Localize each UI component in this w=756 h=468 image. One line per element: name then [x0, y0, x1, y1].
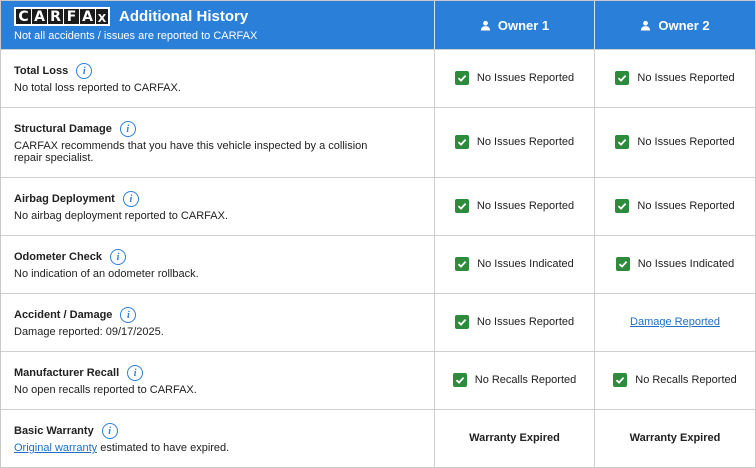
row-description [14, 442, 394, 454]
row-label-cell [1, 178, 435, 235]
person-icon [640, 20, 651, 31]
status-text: No Issues Reported [637, 199, 735, 212]
row-title: Basic Warranty [14, 425, 94, 437]
check-icon [616, 257, 630, 271]
logo-letter: R [48, 9, 63, 24]
status-text: Warranty Expired [629, 431, 721, 444]
header-title-cell [1, 1, 435, 49]
row-description: No airbag deployment reported to CARFAX. [14, 210, 229, 222]
owner-1-status [435, 294, 595, 351]
info-icon[interactable]: i [120, 121, 136, 137]
status-text: No Issues Reported [476, 315, 575, 328]
row-label-cell [1, 108, 435, 177]
row-description: CARFAX recommends that you have this vehicle inspected by a collision repair specialist. [14, 140, 368, 164]
status-text: No Issues Indicated [637, 257, 735, 270]
owner-2-status [595, 294, 755, 351]
table-header [1, 1, 755, 49]
table-row-manufacturer-recall [1, 351, 755, 409]
row-label-cell [1, 236, 435, 293]
owner-1-status [435, 410, 595, 467]
row-label-cell [1, 352, 435, 409]
table-row-basic-warranty [1, 409, 755, 467]
check-icon [615, 135, 629, 149]
check-icon [615, 199, 629, 213]
owner-2-status [595, 236, 755, 293]
check-icon [455, 257, 469, 271]
check-icon [453, 373, 467, 387]
info-icon[interactable]: i [120, 307, 136, 323]
damage-reported-link[interactable]: Damage Reported [630, 315, 720, 328]
status-text: No Recalls Reported [635, 373, 737, 386]
table-row-structural-damage [1, 107, 755, 177]
status-text: No Issues Reported [476, 135, 575, 148]
info-icon[interactable]: i [127, 365, 143, 381]
row-title: Structural Damage [14, 123, 112, 135]
section-title: Additional History [119, 8, 249, 25]
status-text: No Issues Reported [637, 135, 735, 148]
row-description-text: estimated to have expired. [97, 442, 230, 454]
brand-row [14, 7, 434, 26]
check-icon [455, 135, 469, 149]
row-title: Accident / Damage [14, 309, 113, 321]
info-icon[interactable]: i [102, 423, 118, 439]
info-icon[interactable]: i [123, 191, 139, 207]
logo-letter: A [32, 9, 47, 24]
table-row-total-loss [1, 49, 755, 107]
check-icon [455, 71, 469, 85]
owner-2-label: Owner 2 [658, 17, 710, 33]
row-label-cell [1, 50, 435, 107]
row-label-cell [1, 294, 435, 351]
info-icon[interactable]: i [110, 249, 126, 265]
row-description: No open recalls reported to CARFAX. [14, 384, 197, 396]
carfax-logo [14, 7, 110, 26]
owner-1-label: Owner 1 [497, 17, 550, 33]
owner-1-status [435, 352, 595, 409]
row-description: Damage reported: 09/17/2025. [14, 326, 164, 338]
row-description: No total loss reported to CARFAX. [14, 82, 181, 94]
logo-letter: A [80, 9, 95, 24]
check-icon [455, 315, 469, 329]
status-text: No Issues Indicated [477, 257, 574, 270]
owner-2-status [595, 178, 755, 235]
check-icon [455, 199, 469, 213]
person-icon [480, 20, 491, 31]
table-row-airbag-deployment [1, 177, 755, 235]
row-title: Total Loss [14, 65, 69, 77]
owner-1-status [435, 236, 595, 293]
owner-1-status [435, 178, 595, 235]
owner-2-status [595, 108, 755, 177]
logo-letter: F [64, 9, 79, 24]
table-row-odometer-check [1, 235, 755, 293]
check-icon [613, 373, 627, 387]
owner-2-status [595, 410, 755, 467]
check-icon [615, 71, 629, 85]
owner-2-header [595, 1, 755, 49]
owner-1-header [435, 1, 595, 49]
row-description: No indication of an odometer rollback. [14, 268, 199, 280]
owner-1-status [435, 50, 595, 107]
status-text: Warranty Expired [469, 431, 560, 444]
row-label-cell [1, 410, 435, 467]
table-row-accident-damage [1, 293, 755, 351]
status-text: No Issues Reported [637, 71, 735, 84]
logo-letter: X [96, 9, 108, 24]
section-subtitle: Not all accidents / issues are reported to CARFAX [14, 30, 258, 42]
status-text: No Issues Reported [476, 71, 575, 84]
row-title: Odometer Check [14, 251, 103, 263]
owner-2-status [595, 50, 755, 107]
info-icon[interactable]: i [76, 63, 92, 79]
logo-letter: C [16, 9, 31, 24]
owner-2-status [595, 352, 755, 409]
status-text: No Recalls Reported [474, 373, 577, 386]
original-warranty-link[interactable]: Original warranty [14, 442, 98, 454]
status-text: No Issues Reported [476, 199, 575, 212]
row-title: Manufacturer Recall [14, 367, 120, 379]
row-title: Airbag Deployment [14, 193, 115, 205]
owner-1-status [435, 108, 595, 177]
